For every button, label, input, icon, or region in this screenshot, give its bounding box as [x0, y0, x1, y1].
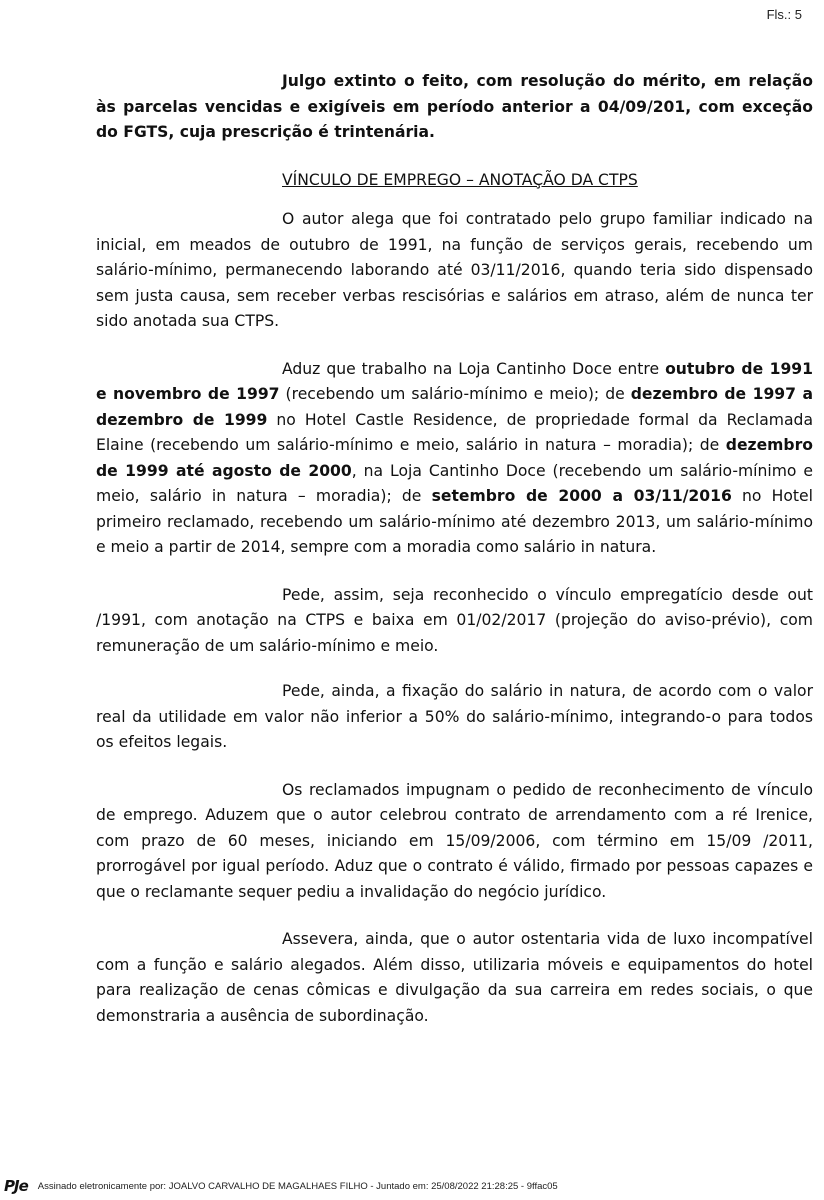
document-body — [96, 69, 813, 1051]
signature-text: Assinado eletronicamente por: JOALVO CARVALHO DE MAGALHAES FILHO - Juntado em: 25/08/2022 21:28:25 - 9ffac05 — [37, 1180, 558, 1192]
pje-logo: PJe — [4, 1177, 28, 1195]
periodos-bold-4: setembro de 2000 a 03/11/2016 — [431, 487, 732, 505]
periodos-text-5: no Hotel primeiro reclamado, recebendo um salário-mínimo até dezembro 2013, um salário-mínimo e meio a partir de 2014, sempre com a moradia como salário in natura. — [96, 487, 813, 556]
paragraph-alegacao: O autor alega que foi contratado pelo grupo familiar indicado na inicial, em meados de outubro de 1991, na função de serviços gerais, recebendo um salário-mínimo, permanecendo laborando até 03/11/2016, quando teria sido dispensado sem justa causa, sem receber verbas rescisórias e salários em atraso, além de nunca ter sido anotada sua CTPS. — [96, 210, 813, 330]
signature-footer — [0, 1178, 824, 1194]
page-number-label: Fls.: 5 — [766, 7, 802, 22]
paragraph-prescricao — [96, 69, 813, 146]
periodos-text-2: (recebendo um salário-mínimo e meio); de — [279, 385, 631, 403]
paragraph-salario-in-natura: Pede, ainda, a fixação do salário in natura, de acordo com o valor real da utilidade em valor não inferior a 50% do salário-mínimo, integrando-o para todos os efeitos legais. — [96, 682, 813, 751]
paragraph-assevera: Assevera, ainda, que o autor ostentaria vida de luxo incompatível com a função e salário alegados. Além disso, utilizaria móveis e equipamentos do hotel para realização de cenas cômicas e divulgação da sua carreira em redes sociais, o que demonstraria a ausência de subordinação. — [96, 930, 813, 1025]
periodos-bold-3: dezembro de 1999 até agosto de 2000 — [96, 436, 813, 480]
periodos-bold-1: outubro de 1991 e novembro de 1997 — [96, 359, 814, 403]
paragraph-pedido-vinculo: Pede, assim, seja reconhecido o vínculo empregatício desde out /1991, com anotação na CTPS e baixa em 01/02/2017 (projeção do aviso-prévio), com remuneração de um salário-mínimo e meio. — [96, 585, 813, 655]
periodos-bold-2: dezembro de 1997 a dezembro de 1999 — [96, 385, 814, 429]
paragraph-prescricao-text: Julgo extinto o feito, com resolução do mérito, em relação às parcelas vencidas e exigíveis em período anterior a 04/09/201, com exceção do FGTS, cuja prescrição é trintenária. — [96, 72, 813, 141]
paragraph-periodos — [96, 357, 813, 561]
periodos-text-1: Aduz que trabalho na Loja Cantinho Doce entre — [282, 359, 666, 378]
periodos-text-3: no Hotel Castle Residence, de propriedade formal da Reclamada Elaine (recebendo um salário-mínimo e meio, salário in natura – moradia); de — [96, 410, 814, 454]
paragraph-impugnacao: Os reclamados impugnam o pedido de reconhecimento de vínculo de emprego. Aduzem que o autor celebrou contrato de arrendamento com a ré Irenice, com prazo de 60 meses, iniciando em 15/09/2006, com término em 15/09 /2011, prorrogável por igual período. Aduz que o contrato é válido, firmado por pessoas capazes e que o reclamante sequer pediu a invalidação do negócio jurídico. — [96, 780, 813, 901]
section-heading — [96, 168, 813, 194]
periodos-text-4: , na Loja Cantinho Doce (recebendo um salário-mínimo e meio, salário in natura – moradia); de — [96, 461, 813, 505]
section-heading-text: VÍNCULO DE EMPREGO – ANOTAÇÃO DA CTPS — [282, 170, 638, 189]
